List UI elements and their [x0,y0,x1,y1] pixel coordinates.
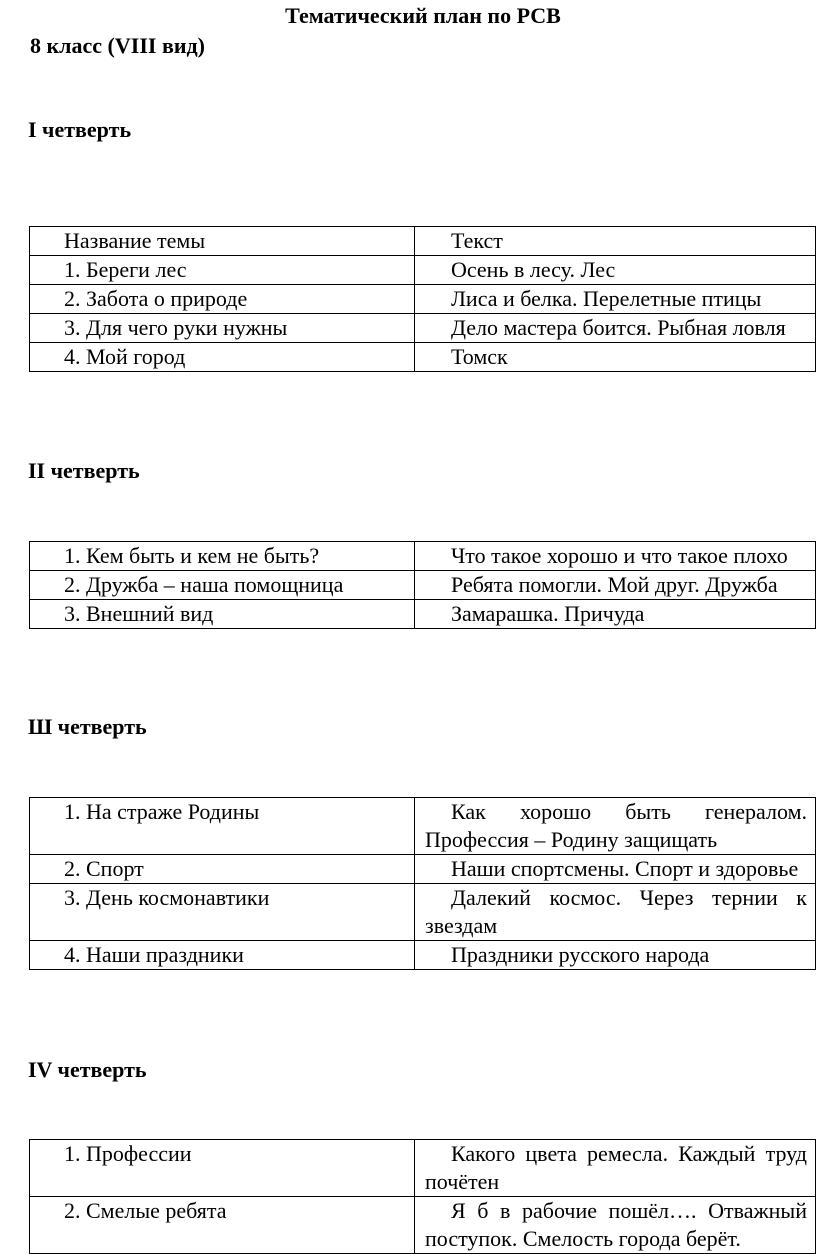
topic-cell: 1. На страже Родины [64,799,260,824]
table-row [30,227,816,256]
table-row [30,343,816,372]
topic-cell: 3. Для чего руки нужны [64,315,288,340]
table-row [30,571,816,600]
text-cell: Праздники русского народа [451,942,710,967]
topics-table [29,541,816,629]
text-cell: Дело мастера боится. Рыбная ловля [451,315,786,340]
text-cell: Какого цвета ремесла. Каждый труд почётен [425,1141,807,1194]
topic-cell: 2. Спорт [64,856,144,881]
text-cell: Далекий космос. Через тернии к звездам [425,885,807,938]
table-row [30,855,816,884]
topic-cell: 4. Наши праздники [64,942,244,967]
table-row [30,884,816,941]
text-cell: Что такое хорошо и что такое плохо [451,543,788,568]
topic-cell: 1. Профессии [64,1141,192,1166]
topic-cell: 1. Береги лес [64,257,187,282]
text-cell: Замарашка. Причуда [451,601,645,626]
topic-cell: 2. Смелые ребята [64,1198,227,1223]
text-cell: Наши спортсмены. Спорт и здоровье [451,856,799,881]
topic-cell: 4. Мой город [64,344,186,369]
quarter-heading: Ш четверть [28,714,147,739]
text-cell: Текст [451,228,503,253]
text-cell: Лиса и белка. Перелетные птицы [451,286,762,311]
text-cell: Томск [451,344,508,369]
table-row [30,1197,816,1254]
topics-table [29,1139,816,1254]
text-cell: Осень в лесу. Лес [451,257,616,282]
topic-cell: 1. Кем быть и кем не быть? [64,543,320,568]
table-row [30,542,816,571]
table-row [30,285,816,314]
text-cell: Как хорошо быть генералом. Профессия – Родину защищать [425,799,807,852]
topic-cell: 2. Забота о природе [64,286,248,311]
topic-cell: 3. День космонавтики [64,885,270,910]
topic-cell: 2. Дружба – наша помощница [64,572,344,597]
table-row [30,600,816,629]
topics-table [29,797,816,970]
topics-table [29,226,816,372]
topic-cell: Название темы [64,228,206,253]
table-row [30,256,816,285]
table-row [30,941,816,970]
table-row [30,314,816,343]
grade-label: 8 класс (VIII вид) [30,33,205,58]
quarter-heading: II четверть [28,458,140,483]
text-cell: Ребята помогли. Мой друг. Дружба [451,572,778,597]
text-cell: Я б в рабочие пошёл…. Отважный поступок. Смелость города берёт. [425,1198,807,1251]
quarter-heading: IV четверть [28,1057,147,1082]
table-row [30,798,816,855]
topic-cell: 3. Внешний вид [64,601,214,626]
document-title: Тематический план по РСВ [285,3,561,28]
table-row [30,1140,816,1197]
quarter-heading: I четверть [28,117,132,142]
